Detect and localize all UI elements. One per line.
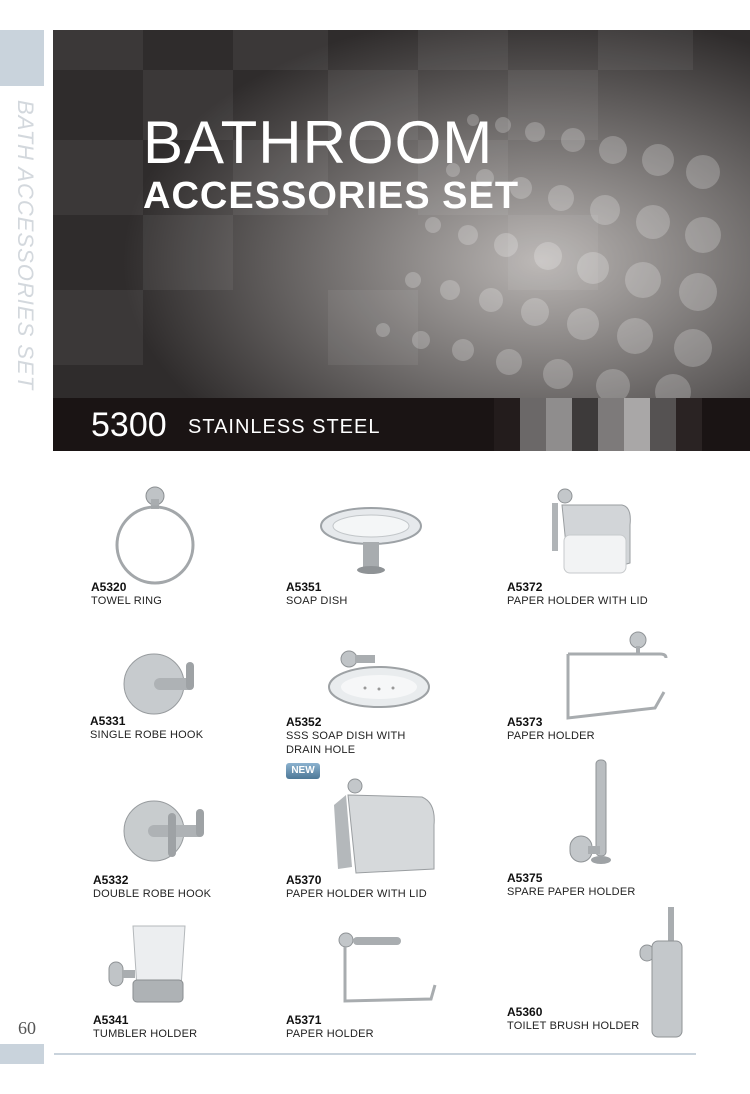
- product-name: TOWEL RING: [91, 595, 163, 607]
- side-vertical-title: BATH ACCESSORIES SET: [13, 100, 38, 391]
- product-name: SINGLE ROBE HOOK: [90, 729, 204, 741]
- color-swatch-6: [624, 398, 650, 451]
- banner-title-line1: BATHROOM: [143, 109, 494, 176]
- product-name: SPARE PAPER HOLDER: [507, 886, 636, 898]
- product-a5373: [505, 628, 705, 748]
- product-name: PAPER HOLDER WITH LID: [286, 888, 427, 900]
- product-a5332: [93, 795, 253, 905]
- product-a5341: [93, 918, 253, 1043]
- bottom-rule: [54, 1053, 696, 1055]
- product-a5372: [505, 485, 705, 615]
- spare-paper-holder-icon: [560, 752, 620, 877]
- product-name: TOILET BRUSH HOLDER: [507, 1020, 640, 1032]
- product-a5360: [505, 905, 705, 1040]
- color-swatches: [494, 398, 702, 451]
- product-a5320: [80, 485, 240, 615]
- single-hook-icon: [120, 650, 210, 720]
- side-tab-bottom: [0, 1044, 44, 1064]
- product-a5370: [286, 775, 476, 905]
- product-code: A5372: [507, 580, 543, 594]
- product-name: PAPER HOLDER: [286, 1028, 374, 1040]
- page-number: 60: [18, 1018, 36, 1038]
- color-swatch-5: [598, 398, 624, 451]
- color-swatch-8: [676, 398, 702, 451]
- soap-dish-icon: [316, 500, 426, 580]
- product-name-line2: DRAIN HOLE: [286, 744, 356, 756]
- series-number: 5300: [91, 406, 167, 444]
- paper-holder-lid-icon: [550, 485, 640, 580]
- product-a5352: [286, 645, 476, 760]
- product-name: DOUBLE ROBE HOOK: [93, 888, 212, 900]
- soap-dish-drain-icon: [321, 645, 431, 715]
- color-swatch-1: [494, 398, 520, 451]
- product-name: SSS SOAP DISH WITH: [286, 730, 406, 742]
- product-code: A5360: [507, 1005, 543, 1019]
- color-swatch-3: [546, 398, 572, 451]
- series-label: STAINLESS STEEL: [188, 416, 381, 438]
- hero-banner: [53, 30, 750, 451]
- product-code: A5332: [93, 873, 129, 887]
- paper-holder-icon: [331, 915, 451, 1015]
- tumbler-holder-icon: [103, 918, 193, 1010]
- product-a5371: [286, 915, 476, 1045]
- product-code: A5373: [507, 715, 543, 729]
- product-name: PAPER HOLDER: [507, 730, 595, 742]
- paper-holder-icon: [560, 628, 680, 723]
- color-swatch-7: [650, 398, 676, 451]
- product-a5331: [90, 650, 250, 750]
- product-name: PAPER HOLDER WITH LID: [507, 595, 648, 607]
- color-swatch-4: [572, 398, 598, 451]
- towel-ring-icon: [110, 485, 220, 590]
- paper-holder-lid-icon: [326, 775, 436, 875]
- side-tab-top: [0, 30, 44, 86]
- color-swatch-2: [520, 398, 546, 451]
- banner-title-line2: ACCESSORIES SET: [143, 175, 520, 217]
- double-hook-icon: [118, 795, 218, 870]
- banner-background: [53, 30, 750, 451]
- product-code: A5370: [286, 873, 322, 887]
- product-code: A5352: [286, 715, 322, 729]
- product-code: A5371: [286, 1013, 322, 1027]
- product-name: TUMBLER HOLDER: [93, 1028, 198, 1040]
- product-code: A5341: [93, 1013, 129, 1027]
- product-code: A5375: [507, 871, 543, 885]
- product-code: A5331: [90, 714, 126, 728]
- product-name: SOAP DISH: [286, 595, 348, 607]
- product-code: A5351: [286, 580, 322, 594]
- new-badge: NEW: [286, 763, 320, 779]
- product-code: A5320: [91, 580, 127, 594]
- product-a5351: [286, 500, 466, 615]
- product-a5375: [505, 752, 705, 902]
